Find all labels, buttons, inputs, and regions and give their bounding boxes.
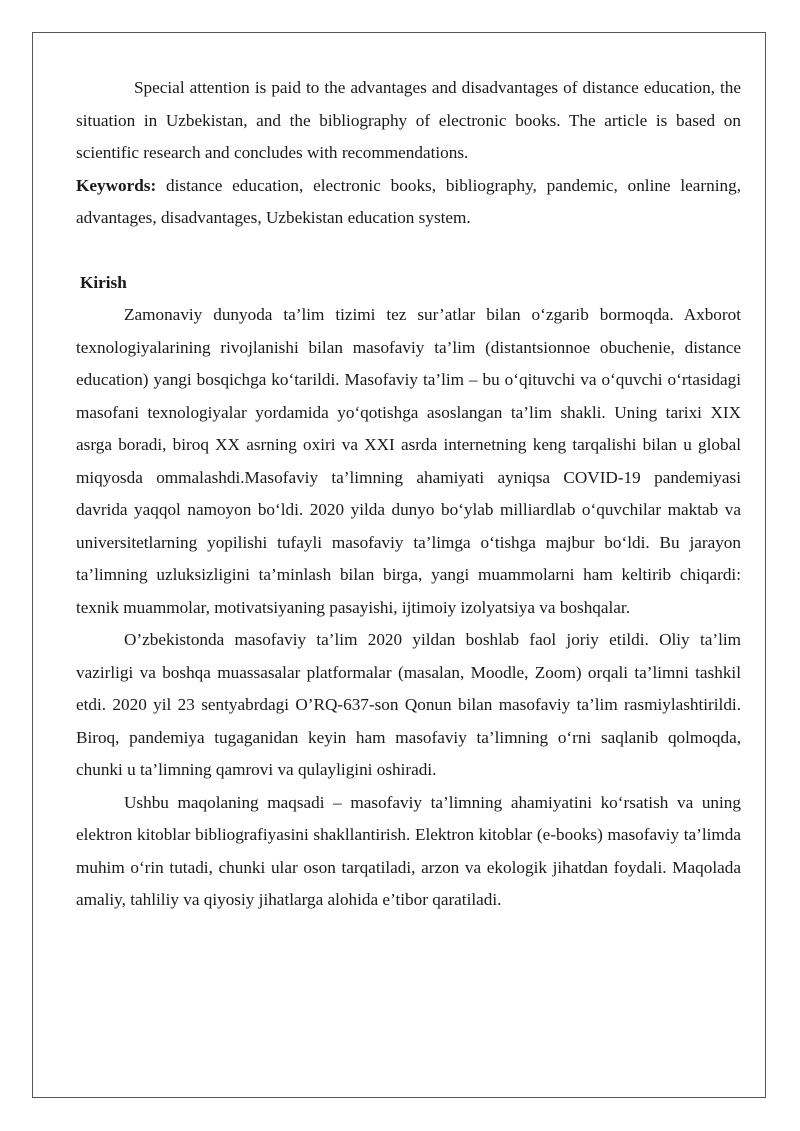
keywords-label: Keywords:: [76, 175, 157, 195]
section-heading: Kirish: [80, 272, 127, 292]
abstract-paragraph: Special attention is paid to the advantages and disadvantages of distance education, the situation in Uzbekistan, and the bibliography of electronic books. The article is based on scientific research and concludes with recommendations.: [76, 78, 741, 162]
body-paragraph-1: Zamonaviy dunyoda ta’lim tizimi tez sur’atlar bilan o‘zgarib bormoqda. Axborot texnologiyalarining rivojlanishi bilan masofaviy ta’lim (distantsionnoe obuchenie, distance education) yangi bosqichga ko‘tarildi. Masofaviy ta’lim – bu o‘qituvchi va o‘quvchi o‘rtasidagi masofani texnologiyalar yordamida yo‘qotishga asoslangan ta’lim shakli. Uning tarixi XIX asrga boradi, biroq XX asrning oxiri va XXI asrda internetning keng tarqalishi bilan u global miqyosda ommalashdi.Masofaviy ta’limning ahamiyati ayniqsa COVID-19 pandemiyasi davrida yaqqol namoyon bo‘ldi. 2020 yilda dunyo bo‘ylab milliardlab o‘quvchilar maktab va universitetlarning yopilishi tufayli masofaviy ta’limga o‘tishga majbur bo‘ldi. Bu jarayon ta’limning uzluksizligini ta’minlash bilan birga, yangi muammolarni ham keltirib chiqardi: texnik muammolar, motivatsiyaning pasayishi, ijtimoiy izolyatsiya va boshqalar.: [76, 305, 741, 617]
keywords-paragraph: [76, 170, 741, 235]
keywords-text: distance education, electronic books, bibliography, pandemic, online learning, advantages, disadvantages, Uzbekistan education system.: [76, 175, 741, 227]
body-paragraph-3: Ushbu maqolaning maqsadi – masofaviy ta’limning ahamiyatini ko‘rsatish va uning elektron kitoblar bibliografiyasini shakllantirish. Elektron kitoblar (e-books) masofaviy ta’limda muhim o‘rin tutadi, chunki ular oson tarqatiladi, arzon va ekologik jihatdan foydali. Maqolada amaliy, tahliliy va qiyosiy jihatlarga alohida e’tibor qaratiladi.: [76, 792, 741, 909]
body-paragraph-2: O’zbekistonda masofaviy ta’lim 2020 yildan boshlab faol joriy etildi. Oliy ta’lim vazirligi va boshqa muassasalar platformalar (masalan, Moodle, Zoom) orqali ta’limni tashkil etdi. 2020 yil 23 sentyabrdagi O’RQ-637-son Qonun bilan masofaviy ta’lim rasmiylashtirildi. Biroq, pandemiya tugaganidan keyin ham masofaviy ta’limning o‘rni saqlanib qolmoqda, chunki u ta’limning qamrovi va qulayligini oshiradi.: [76, 630, 741, 779]
document-body: [76, 72, 741, 917]
